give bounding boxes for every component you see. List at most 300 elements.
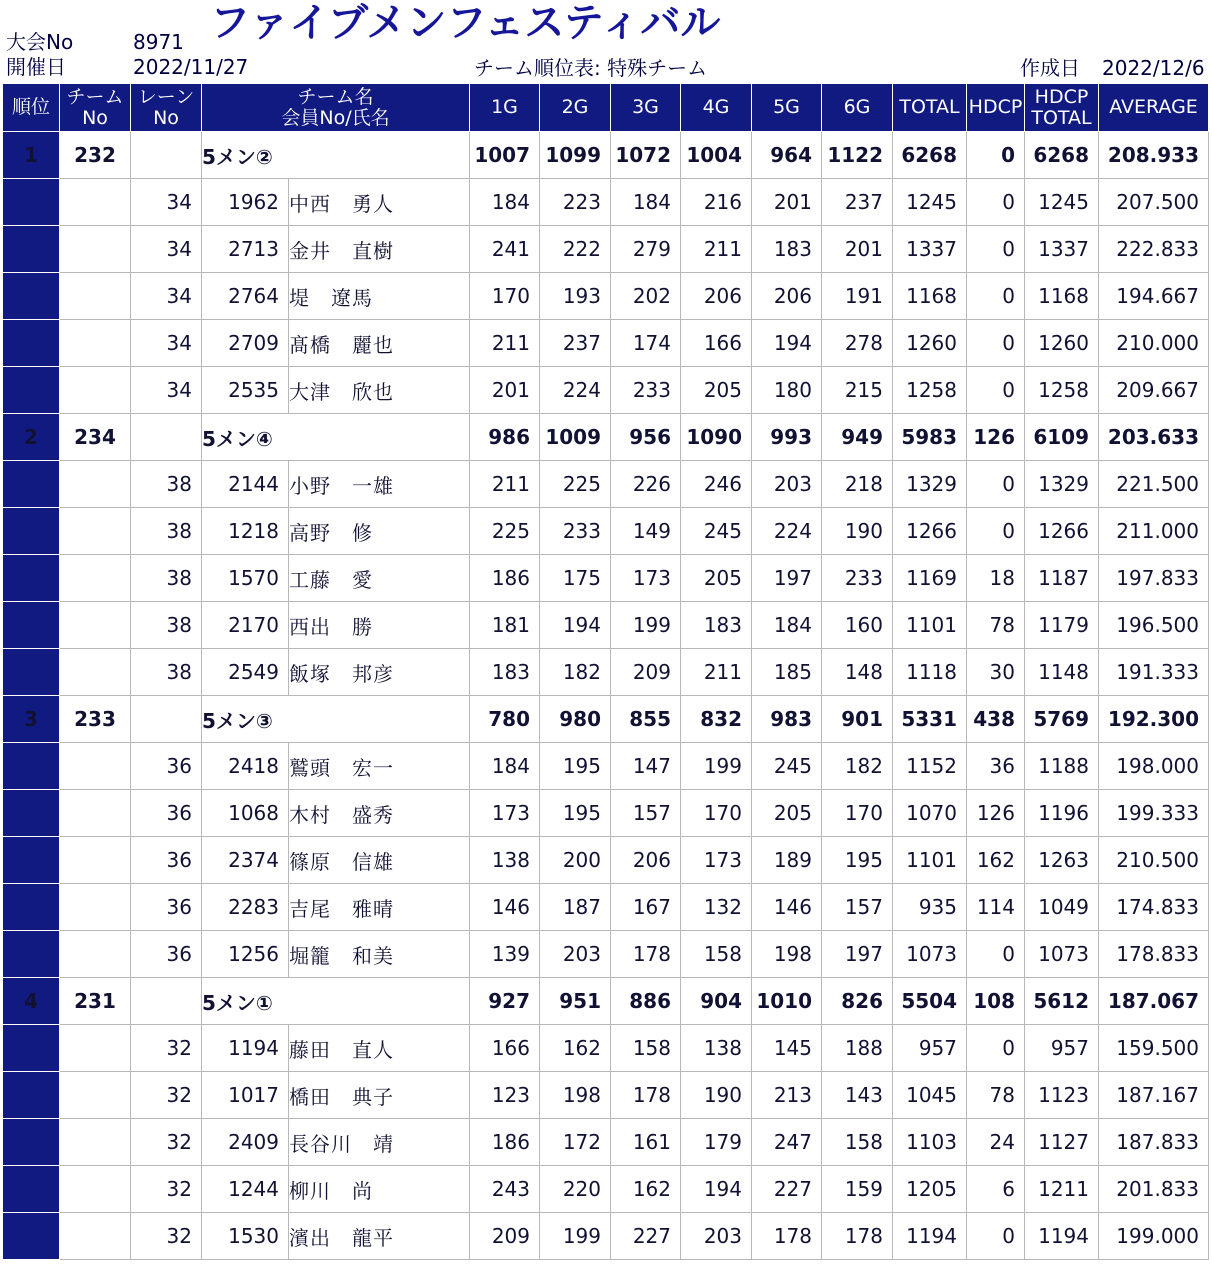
- game-5-cell: 198: [752, 931, 822, 978]
- lane-cell: 32: [131, 1025, 202, 1072]
- game-6-cell: 182: [822, 743, 893, 790]
- average-cell: 191.333: [1099, 649, 1209, 696]
- member-row: [3, 273, 1209, 320]
- game-4-cell: 158: [681, 931, 752, 978]
- hdcp-cell: 78: [967, 1072, 1025, 1119]
- hdcp-total-cell: 1049: [1025, 884, 1099, 931]
- team-no-cell: [60, 1119, 131, 1166]
- member-name-cell: 高野 修: [289, 508, 470, 555]
- col-total: TOTAL: [893, 84, 967, 132]
- game-2-cell: 1099: [540, 132, 611, 179]
- game-3-cell: 167: [611, 884, 681, 931]
- member-row: [3, 743, 1209, 790]
- game-6-cell: 195: [822, 837, 893, 884]
- rank-cell: 1: [3, 132, 60, 179]
- member-row: [3, 508, 1209, 555]
- total-cell: 5331: [893, 696, 967, 743]
- rank-cell: [3, 837, 60, 884]
- lane-cell: 38: [131, 602, 202, 649]
- lane-cell: 38: [131, 649, 202, 696]
- game-2-cell: 951: [540, 978, 611, 1025]
- average-cell: 159.500: [1099, 1025, 1209, 1072]
- member-no-cell: 1068: [202, 790, 289, 837]
- team-no-cell: [60, 931, 131, 978]
- member-row: [3, 884, 1209, 931]
- team-name-cell: 5メン②: [202, 132, 470, 179]
- member-row: [3, 1213, 1209, 1260]
- average-cell: 194.667: [1099, 273, 1209, 320]
- average-cell: 203.633: [1099, 414, 1209, 461]
- team-ranking-table: [2, 83, 1209, 1260]
- col-game-3: 3G: [611, 84, 681, 132]
- col-team-no: [60, 84, 131, 132]
- hdcp-cell: 114: [967, 884, 1025, 931]
- game-6-cell: 233: [822, 555, 893, 602]
- rank-cell: [3, 602, 60, 649]
- col-team-name-line1: チーム名: [297, 85, 374, 108]
- lane-cell: 34: [131, 367, 202, 414]
- game-4-cell: 245: [681, 508, 752, 555]
- rank-cell: [3, 649, 60, 696]
- member-name-cell: 柳川 尚: [289, 1166, 470, 1213]
- game-2-cell: 194: [540, 602, 611, 649]
- game-6-cell: 157: [822, 884, 893, 931]
- hdcp-cell: 0: [967, 179, 1025, 226]
- member-row: [3, 555, 1209, 602]
- game-2-cell: 172: [540, 1119, 611, 1166]
- total-cell: 957: [893, 1025, 967, 1072]
- member-row: [3, 1025, 1209, 1072]
- game-1-cell: 138: [470, 837, 540, 884]
- team-no-cell: [60, 1025, 131, 1072]
- game-2-cell: 187: [540, 884, 611, 931]
- hdcp-cell: 126: [967, 414, 1025, 461]
- col-team-name: [202, 84, 470, 132]
- lane-cell: 36: [131, 743, 202, 790]
- game-5-cell: 201: [752, 179, 822, 226]
- average-cell: 210.000: [1099, 320, 1209, 367]
- game-5-cell: 183: [752, 226, 822, 273]
- game-1-cell: 241: [470, 226, 540, 273]
- game-5-cell: 206: [752, 273, 822, 320]
- team-no-cell: [60, 1213, 131, 1260]
- total-cell: 5504: [893, 978, 967, 1025]
- game-3-cell: 149: [611, 508, 681, 555]
- game-5-cell: 180: [752, 367, 822, 414]
- game-2-cell: 203: [540, 931, 611, 978]
- team-no-cell: [60, 320, 131, 367]
- game-6-cell: 158: [822, 1119, 893, 1166]
- game-5-cell: 185: [752, 649, 822, 696]
- average-cell: 221.500: [1099, 461, 1209, 508]
- lane-cell: 34: [131, 226, 202, 273]
- game-3-cell: 202: [611, 273, 681, 320]
- team-no-cell: 234: [60, 414, 131, 461]
- game-1-cell: 201: [470, 367, 540, 414]
- hdcp-total-cell: 1123: [1025, 1072, 1099, 1119]
- game-5-cell: 194: [752, 320, 822, 367]
- team-no-cell: [60, 743, 131, 790]
- col-lane-no: [131, 84, 202, 132]
- total-cell: 1101: [893, 837, 967, 884]
- member-no-cell: 1256: [202, 931, 289, 978]
- lane-cell: 32: [131, 1119, 202, 1166]
- game-2-cell: 200: [540, 837, 611, 884]
- created-label: 作成日: [1020, 56, 1080, 80]
- hdcp-total-cell: 1179: [1025, 602, 1099, 649]
- game-4-cell: 179: [681, 1119, 752, 1166]
- member-name-cell: 飯塚 邦彦: [289, 649, 470, 696]
- col-team-no-line2: No: [82, 106, 108, 129]
- team-name-cell: 5メン④: [202, 414, 470, 461]
- game-3-cell: 178: [611, 1072, 681, 1119]
- member-no-cell: 1244: [202, 1166, 289, 1213]
- hdcp-total-cell: 1258: [1025, 367, 1099, 414]
- member-row: [3, 649, 1209, 696]
- average-cell: 209.667: [1099, 367, 1209, 414]
- member-row: [3, 1119, 1209, 1166]
- member-no-cell: 2144: [202, 461, 289, 508]
- col-team-name-line2: 会員No/氏名: [281, 106, 390, 129]
- lane-cell: 38: [131, 461, 202, 508]
- team-no-cell: [60, 273, 131, 320]
- game-1-cell: 186: [470, 1119, 540, 1166]
- game-6-cell: 278: [822, 320, 893, 367]
- game-4-cell: 211: [681, 226, 752, 273]
- game-4-cell: 170: [681, 790, 752, 837]
- average-cell: 199.000: [1099, 1213, 1209, 1260]
- hdcp-cell: 0: [967, 367, 1025, 414]
- col-rank: 順位: [3, 84, 60, 132]
- game-3-cell: 855: [611, 696, 681, 743]
- team-no-cell: [60, 602, 131, 649]
- member-no-cell: 2170: [202, 602, 289, 649]
- game-6-cell: 160: [822, 602, 893, 649]
- rank-cell: 2: [3, 414, 60, 461]
- member-name-cell: 橋田 典子: [289, 1072, 470, 1119]
- hdcp-cell: 162: [967, 837, 1025, 884]
- team-no-cell: [60, 1072, 131, 1119]
- member-no-cell: 2713: [202, 226, 289, 273]
- average-cell: 197.833: [1099, 555, 1209, 602]
- rank-cell: [3, 743, 60, 790]
- game-5-cell: 247: [752, 1119, 822, 1166]
- member-name-cell: 西出 勝: [289, 602, 470, 649]
- team-no-cell: [60, 837, 131, 884]
- rank-cell: [3, 1213, 60, 1260]
- game-1-cell: 211: [470, 461, 540, 508]
- hdcp-cell: 438: [967, 696, 1025, 743]
- game-3-cell: 158: [611, 1025, 681, 1072]
- game-6-cell: 159: [822, 1166, 893, 1213]
- total-cell: 1194: [893, 1213, 967, 1260]
- member-row: [3, 320, 1209, 367]
- game-2-cell: 175: [540, 555, 611, 602]
- member-row: [3, 1166, 1209, 1213]
- member-name-cell: 篠原 信雄: [289, 837, 470, 884]
- average-cell: 187.167: [1099, 1072, 1209, 1119]
- game-3-cell: 161: [611, 1119, 681, 1166]
- lane-cell: 36: [131, 931, 202, 978]
- col-game-6: 6G: [822, 84, 893, 132]
- hdcp-total-cell: 1148: [1025, 649, 1099, 696]
- team-no-cell: 232: [60, 132, 131, 179]
- lane-cell: 32: [131, 1213, 202, 1260]
- game-1-cell: 211: [470, 320, 540, 367]
- game-5-cell: 203: [752, 461, 822, 508]
- member-no-cell: 2535: [202, 367, 289, 414]
- game-1-cell: 139: [470, 931, 540, 978]
- game-6-cell: 170: [822, 790, 893, 837]
- rank-cell: 4: [3, 978, 60, 1025]
- game-1-cell: 123: [470, 1072, 540, 1119]
- hdcp-cell: 0: [967, 1213, 1025, 1260]
- total-cell: 1205: [893, 1166, 967, 1213]
- game-4-cell: 183: [681, 602, 752, 649]
- game-4-cell: 832: [681, 696, 752, 743]
- total-cell: 1258: [893, 367, 967, 414]
- col-team-no-line1: チーム: [66, 85, 124, 108]
- total-cell: 1169: [893, 555, 967, 602]
- game-5-cell: 983: [752, 696, 822, 743]
- total-cell: 1168: [893, 273, 967, 320]
- lane-cell: 36: [131, 884, 202, 931]
- member-no-cell: 1194: [202, 1025, 289, 1072]
- member-name-cell: 堤 遼馬: [289, 273, 470, 320]
- hdcp-total-cell: 1188: [1025, 743, 1099, 790]
- game-2-cell: 224: [540, 367, 611, 414]
- total-cell: 1103: [893, 1119, 967, 1166]
- hdcp-total-cell: 6109: [1025, 414, 1099, 461]
- member-no-cell: 2283: [202, 884, 289, 931]
- total-cell: 5983: [893, 414, 967, 461]
- game-1-cell: 170: [470, 273, 540, 320]
- hdcp-total-cell: 6268: [1025, 132, 1099, 179]
- col-lane-no-line1: レーン: [137, 85, 195, 108]
- game-6-cell: 143: [822, 1072, 893, 1119]
- game-6-cell: 190: [822, 508, 893, 555]
- game-1-cell: 986: [470, 414, 540, 461]
- member-row: [3, 1072, 1209, 1119]
- game-3-cell: 227: [611, 1213, 681, 1260]
- member-name-cell: 長谷川 靖: [289, 1119, 470, 1166]
- member-name-cell: 木村 盛秀: [289, 790, 470, 837]
- game-1-cell: 927: [470, 978, 540, 1025]
- team-name-cell: 5メン①: [202, 978, 470, 1025]
- team-no-cell: [60, 649, 131, 696]
- lane-cell: 32: [131, 1166, 202, 1213]
- event-no-label: 大会No: [6, 30, 74, 54]
- game-1-cell: 181: [470, 602, 540, 649]
- created-date: 2022/12/6: [1102, 56, 1205, 80]
- game-1-cell: 173: [470, 790, 540, 837]
- average-cell: 178.833: [1099, 931, 1209, 978]
- game-5-cell: 993: [752, 414, 822, 461]
- col-game-4: 4G: [681, 84, 752, 132]
- total-cell: 1266: [893, 508, 967, 555]
- rank-cell: [3, 931, 60, 978]
- member-no-cell: 2709: [202, 320, 289, 367]
- member-name-cell: 金井 直樹: [289, 226, 470, 273]
- game-1-cell: 209: [470, 1213, 540, 1260]
- game-4-cell: 1090: [681, 414, 752, 461]
- member-no-cell: 2409: [202, 1119, 289, 1166]
- game-2-cell: 182: [540, 649, 611, 696]
- hdcp-cell: 24: [967, 1119, 1025, 1166]
- member-no-cell: 1530: [202, 1213, 289, 1260]
- game-5-cell: 178: [752, 1213, 822, 1260]
- game-4-cell: 173: [681, 837, 752, 884]
- rank-cell: [3, 179, 60, 226]
- game-2-cell: 220: [540, 1166, 611, 1213]
- game-3-cell: 279: [611, 226, 681, 273]
- game-5-cell: 145: [752, 1025, 822, 1072]
- game-2-cell: 199: [540, 1213, 611, 1260]
- hdcp-total-cell: 1168: [1025, 273, 1099, 320]
- game-3-cell: 209: [611, 649, 681, 696]
- lane-cell: 38: [131, 508, 202, 555]
- hdcp-cell: 126: [967, 790, 1025, 837]
- rank-cell: [3, 790, 60, 837]
- team-name-cell: 5メン③: [202, 696, 470, 743]
- col-hdcp-total: [1025, 84, 1099, 132]
- game-4-cell: 211: [681, 649, 752, 696]
- member-row: [3, 367, 1209, 414]
- game-4-cell: 190: [681, 1072, 752, 1119]
- game-2-cell: 233: [540, 508, 611, 555]
- total-cell: 1101: [893, 602, 967, 649]
- rank-cell: [3, 461, 60, 508]
- team-no-cell: [60, 179, 131, 226]
- hdcp-cell: 36: [967, 743, 1025, 790]
- average-cell: 222.833: [1099, 226, 1209, 273]
- game-1-cell: 1007: [470, 132, 540, 179]
- game-1-cell: 184: [470, 179, 540, 226]
- game-6-cell: 188: [822, 1025, 893, 1072]
- hdcp-total-cell: 1263: [1025, 837, 1099, 884]
- col-hdcp-total-line2: TOTAL: [1031, 106, 1092, 129]
- game-3-cell: 1072: [611, 132, 681, 179]
- member-name-cell: 中西 勇人: [289, 179, 470, 226]
- rank-cell: [3, 508, 60, 555]
- member-name-cell: 大津 欣也: [289, 367, 470, 414]
- hdcp-total-cell: 5612: [1025, 978, 1099, 1025]
- col-hdcp: HDCP: [967, 84, 1025, 132]
- event-date: 2022/11/27: [133, 55, 249, 79]
- member-row: [3, 461, 1209, 508]
- game-5-cell: 205: [752, 790, 822, 837]
- average-cell: 207.500: [1099, 179, 1209, 226]
- game-3-cell: 199: [611, 602, 681, 649]
- average-cell: 210.500: [1099, 837, 1209, 884]
- game-4-cell: 194: [681, 1166, 752, 1213]
- hdcp-cell: 0: [967, 132, 1025, 179]
- game-2-cell: 237: [540, 320, 611, 367]
- game-4-cell: 138: [681, 1025, 752, 1072]
- game-2-cell: 193: [540, 273, 611, 320]
- member-row: [3, 931, 1209, 978]
- game-1-cell: 225: [470, 508, 540, 555]
- average-cell: 208.933: [1099, 132, 1209, 179]
- game-2-cell: 980: [540, 696, 611, 743]
- game-1-cell: 243: [470, 1166, 540, 1213]
- hdcp-total-cell: 5769: [1025, 696, 1099, 743]
- game-4-cell: 1004: [681, 132, 752, 179]
- team-row: [3, 132, 1209, 179]
- team-row: [3, 414, 1209, 461]
- total-cell: 6268: [893, 132, 967, 179]
- average-cell: 192.300: [1099, 696, 1209, 743]
- hdcp-cell: 78: [967, 602, 1025, 649]
- average-cell: 201.833: [1099, 1166, 1209, 1213]
- col-average: AVERAGE: [1099, 84, 1209, 132]
- member-row: [3, 602, 1209, 649]
- team-no-cell: [60, 461, 131, 508]
- member-name-cell: 小野 一雄: [289, 461, 470, 508]
- hdcp-total-cell: 1127: [1025, 1119, 1099, 1166]
- member-name-cell: 髙橋 麗也: [289, 320, 470, 367]
- game-6-cell: 218: [822, 461, 893, 508]
- hdcp-cell: 0: [967, 931, 1025, 978]
- hdcp-cell: 0: [967, 508, 1025, 555]
- hdcp-cell: 0: [967, 1025, 1025, 1072]
- team-no-cell: 231: [60, 978, 131, 1025]
- event-no: 8971: [133, 30, 184, 54]
- table-body: [3, 132, 1209, 1260]
- game-6-cell: 148: [822, 649, 893, 696]
- hdcp-total-cell: 1329: [1025, 461, 1099, 508]
- col-lane-no-line2: No: [153, 106, 179, 129]
- game-2-cell: 1009: [540, 414, 611, 461]
- hdcp-cell: 30: [967, 649, 1025, 696]
- rank-cell: [3, 884, 60, 931]
- member-row: [3, 790, 1209, 837]
- game-1-cell: 186: [470, 555, 540, 602]
- total-cell: 1070: [893, 790, 967, 837]
- game-5-cell: 1010: [752, 978, 822, 1025]
- game-1-cell: 166: [470, 1025, 540, 1072]
- lane-cell: [131, 978, 202, 1025]
- lane-cell: 36: [131, 837, 202, 884]
- hdcp-total-cell: 957: [1025, 1025, 1099, 1072]
- member-no-cell: 2374: [202, 837, 289, 884]
- game-2-cell: 198: [540, 1072, 611, 1119]
- total-cell: 935: [893, 884, 967, 931]
- rank-cell: [3, 320, 60, 367]
- rank-cell: [3, 1025, 60, 1072]
- lane-cell: 34: [131, 179, 202, 226]
- game-4-cell: 904: [681, 978, 752, 1025]
- average-cell: 199.333: [1099, 790, 1209, 837]
- team-no-cell: [60, 226, 131, 273]
- member-name-cell: 堀籠 和美: [289, 931, 470, 978]
- team-no-cell: [60, 555, 131, 602]
- game-4-cell: 206: [681, 273, 752, 320]
- game-3-cell: 157: [611, 790, 681, 837]
- game-3-cell: 886: [611, 978, 681, 1025]
- hdcp-total-cell: 1196: [1025, 790, 1099, 837]
- game-5-cell: 213: [752, 1072, 822, 1119]
- hdcp-total-cell: 1073: [1025, 931, 1099, 978]
- lane-cell: [131, 414, 202, 461]
- game-4-cell: 166: [681, 320, 752, 367]
- total-cell: 1118: [893, 649, 967, 696]
- average-cell: 196.500: [1099, 602, 1209, 649]
- average-cell: 211.000: [1099, 508, 1209, 555]
- member-name-cell: 藤田 直人: [289, 1025, 470, 1072]
- rank-cell: [3, 273, 60, 320]
- game-2-cell: 225: [540, 461, 611, 508]
